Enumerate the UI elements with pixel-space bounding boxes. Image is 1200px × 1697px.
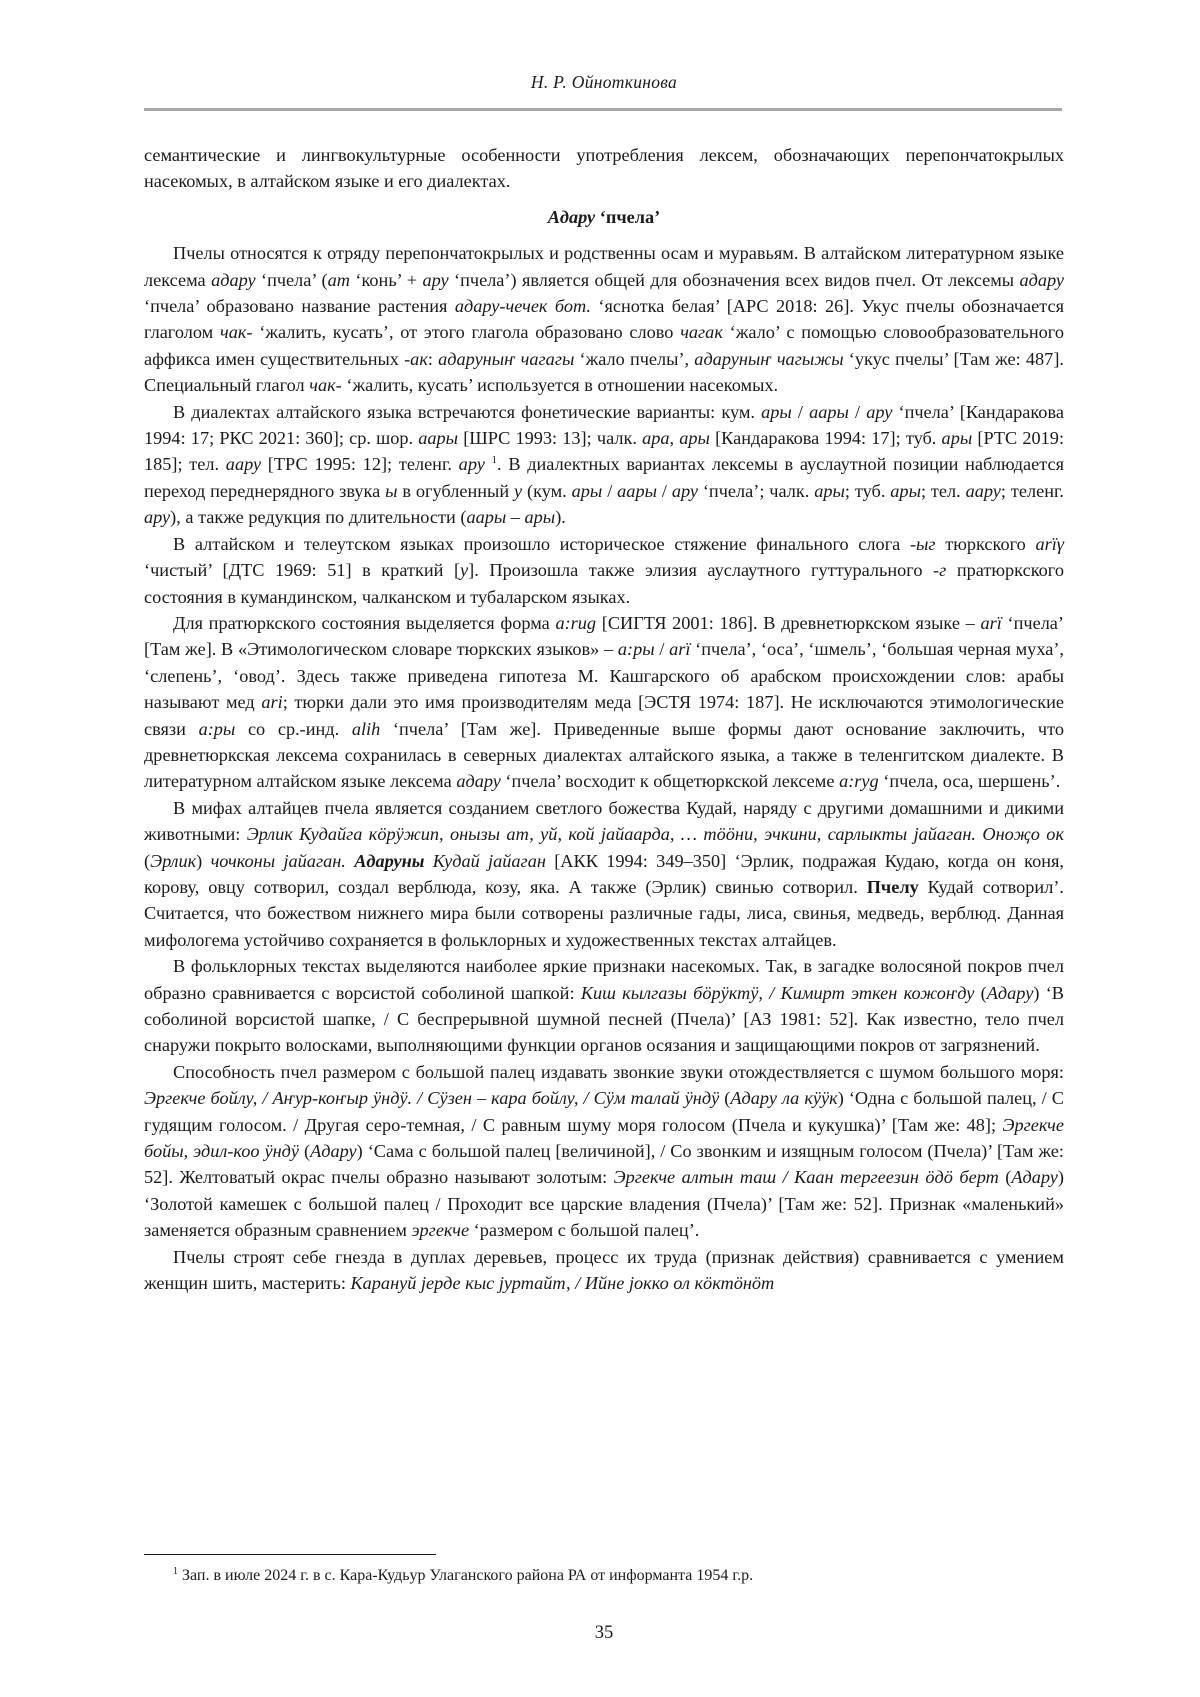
- text-run: [РТС 2019: 185]; тел.: [144, 428, 1065, 475]
- italic-term: адару: [456, 771, 501, 792]
- italic-term: ару: [671, 480, 698, 501]
- text-run: (кум.: [522, 480, 572, 501]
- text-run: ; тел.: [920, 480, 966, 501]
- italic-term: адару: [211, 269, 256, 290]
- text-run: ‘пчела’ [Там же]. Приведенные выше формы дают основание заключить, что древнетюркская лексема сохранилась в северных диалектах алтайского языка, а также в теленгитском диалекте. В литературном алтайском языке лексема: [144, 718, 1064, 792]
- text-run: ‘пчела’ [Там же]. В «Этимологическом словаре тюркских языков» –: [144, 612, 1065, 660]
- italic-term: адаруныҥ чагыжы: [694, 348, 844, 369]
- italic-term: arï: [980, 612, 1002, 633]
- text-run: ; теленг.: [1000, 480, 1064, 501]
- italic-term: аару: [965, 480, 1001, 501]
- italic-term: эргекче: [411, 1220, 470, 1241]
- italic-term: -ак: [404, 348, 428, 369]
- italic-term: чак-: [309, 375, 342, 396]
- body-paragraph: [144, 531, 1064, 610]
- text-run: Пчелы относятся к отряду перепончатокрылых и родственны осам и муравьям. В алтайском литературном языке лексема: [144, 243, 1064, 290]
- body-paragraph: [144, 1244, 1064, 1297]
- text-run: ,: [669, 428, 680, 449]
- italic-term: ары: [761, 401, 792, 422]
- italic-term: ат: [327, 269, 350, 290]
- italic-term: ы: [385, 480, 398, 501]
- text-run: ) ‘Одна с большой палец, / С гудящим голосом. / Другая серо-темная, / С равным шуму моря голосом (Пчела и кукушка)’ [Там же: 48];: [144, 1088, 1064, 1135]
- italic-term: ары: [941, 428, 973, 449]
- italic-term: ari: [261, 692, 283, 713]
- text-run: ‘пчела’ [Кандаракова 1994: 17; РКС 2021: 360]; ср. шор.: [144, 401, 1064, 449]
- italic-term: ары: [679, 428, 710, 449]
- italic-term: a:ryg: [839, 771, 879, 792]
- text-run: В фольклорных текстах выделяются наиболее яркие признаки насекомых. Так, в загадке волосяной покров пчел образно сравнивается с ворсистой соболиной шапкой:: [144, 956, 1064, 1003]
- text-run: (: [144, 850, 151, 871]
- text-run: ‘пчела’; чалк.: [697, 480, 815, 501]
- text-run: /: [602, 480, 618, 501]
- text-run: Способность пчел размером с большой палец издавать звонкие звуки отождествляется с шумом большого моря:: [173, 1061, 1064, 1082]
- text-run: ; тюрки дали это имя производителям меда [ЭСТЯ 1974: 187]. Не исключаются этимологические связи: [144, 692, 1064, 739]
- text-run: [АКК 1994: 349–350] ‘Эрлик, подражая Кудаю, когда он коня, корову, овцу сотворил, создал верблюда, козу, яка. А также (Эрлик) свинью сотворил.: [144, 850, 1064, 897]
- body-paragraph: [144, 399, 1064, 531]
- text-run: ): [196, 850, 211, 871]
- italic-term: чагак: [680, 322, 723, 343]
- footnote: [173, 1565, 1063, 1587]
- italic-term: Эргекче бойлу, / Аҥур-коҥыр ӱндӱ. / Сӱзен – кара бойлу, / Сӱм талай ӱндӱ: [144, 1088, 720, 1109]
- italic-term: arï: [669, 639, 691, 660]
- italic-term: ары: [890, 480, 921, 501]
- italic-term: Адару ла кӱӱк: [730, 1088, 838, 1109]
- footnote-marker: 1: [173, 1566, 178, 1577]
- text-run: ‘пчела’) является общей для обозначения всех видов пчел. От лексемы: [448, 269, 1020, 290]
- text-run: ‘укус пчелы’ [Там же: 487]. Специальный глагол: [144, 348, 1064, 396]
- text-run: в огубленный: [397, 480, 514, 501]
- text-run: ‘пчела’ образовано название растения: [144, 296, 455, 317]
- text-run: Для пратюркского состояния выделяется форма: [173, 612, 556, 633]
- text-run: ‘пчела’ восходит к общетюркской лексеме: [500, 771, 840, 792]
- italic-term: Эргекче бойы, эдил-коо ӱндӱ: [144, 1114, 1064, 1162]
- text-run: тюркского: [935, 533, 1036, 554]
- text-run: ), а также редукция по длительности (: [170, 507, 467, 528]
- italic-term: Эрлик: [150, 850, 197, 871]
- text-run: (: [998, 1167, 1012, 1188]
- text-run: ‘чистый’ [ДТС 1969: 51] в краткий [: [144, 560, 461, 581]
- italic-term: аару: [225, 454, 262, 475]
- text-run: ) ‘Золотой камешек с большой палец / Проходит все царские владения (Пчела)’ [Там же: 52]. Признак «маленький» заменяется образным сравнением: [144, 1167, 1064, 1241]
- text-run: ‘жалить, кусать’, от этого глагола образовано слово: [252, 322, 681, 343]
- italic-term: Адару: [986, 982, 1034, 1003]
- italic-term: адару: [1019, 269, 1064, 290]
- text-run: ‘конь’ +: [349, 269, 423, 290]
- italic-term: arïγ: [1035, 533, 1065, 554]
- footnote-rule: [144, 1554, 436, 1555]
- page-number: 35: [594, 1623, 614, 1643]
- italic-term: адару-чечек бот.: [454, 296, 591, 317]
- italic-term: ару: [458, 454, 485, 475]
- header-rule: [144, 108, 1062, 111]
- text-run: (: [974, 982, 987, 1003]
- italic-term: Адару: [310, 1141, 357, 1162]
- text-run: [ШРС 1993: 13]; чалк.: [458, 428, 643, 449]
- section-heading-gloss: ‘пчела’: [599, 206, 661, 227]
- italic-term: а:ры: [617, 639, 655, 660]
- italic-term: a:rug: [555, 612, 597, 633]
- body-paragraph: [144, 1059, 1064, 1244]
- italic-term: у: [460, 560, 469, 581]
- body-paragraph: [144, 953, 1064, 1059]
- text-run: ) ‘Сама с большой палец [величиной], / Со звонким и изящным голосом (Пчела)’ [Там же: 52]. Желтоватый окрас пчелы образно называют золотым:: [144, 1141, 1064, 1188]
- italic-term: alih: [351, 718, 381, 739]
- text-run: [485, 454, 492, 474]
- text-run: ‘жалить, кусать’ используется в отношении насекомых.: [341, 375, 779, 396]
- italic-term: а:ры: [198, 718, 236, 739]
- text-run: [424, 851, 432, 871]
- text-run: ‘пчела, оса, шершень’.: [878, 771, 1061, 792]
- italic-term: ару: [422, 269, 449, 290]
- text-run: ‘пчела’, ‘оса’, ‘шмель’, ‘большая черная муха’, ‘слепень’, ‘овод’. Здесь также приведена гипотеза М. Кашгарского об арабском происхождении слов: арабы называют мед: [144, 639, 1064, 713]
- text-run: ‘жало’ с помощью словообразовательного аффикса имен существительных: [144, 322, 1064, 369]
- italic-term: ару: [144, 507, 171, 528]
- italic-term: Кудай јайаган: [432, 850, 546, 871]
- body-paragraph: [144, 240, 1064, 398]
- text-run: [Кандаракова 1994: 17]; туб.: [709, 428, 942, 449]
- text-run: В диалектах алтайского языка встречаются фонетические варианты: кум.: [173, 401, 762, 422]
- text-run: :: [427, 348, 439, 369]
- italic-term: аары: [809, 401, 849, 422]
- section-heading: [144, 204, 1064, 230]
- text-run: ).: [555, 507, 566, 528]
- section-heading-term: Адару: [547, 206, 596, 227]
- text-run: . В диалектных вариантах лексемы в ауслаутной позиции наблюдается переход переднерядного звука: [144, 454, 1064, 501]
- running-head-author: Н. Р. Ойноткинова: [530, 72, 678, 92]
- text-run: [СИГТЯ 2001: 186]. В древнетюркском языке –: [596, 612, 981, 633]
- text-run: (: [719, 1088, 731, 1109]
- text-run: /: [654, 639, 670, 660]
- italic-term: -г: [933, 560, 947, 581]
- text-run: ; туб.: [844, 480, 891, 501]
- text-run: Кудай сотворил’. Считается, что божеством нижнего мира были сотворены различные гады, лиса, свинья, медведь, верблюд. Данная мифологема устойчиво сохраняется в фольклорных и художественных текстах алтайцев.: [144, 876, 1064, 950]
- text-run: /: [791, 401, 810, 422]
- italic-term: аары: [418, 428, 459, 449]
- text-run: ‘яснотка белая’ [АРС 2018: 26]. Укус пчелы обозначается глаголом: [144, 296, 1065, 343]
- text-run: пратюркского состояния в кумандинском, чалканском и тубаларском языках.: [144, 560, 1064, 607]
- italic-term: чочконы јайаган.: [210, 850, 346, 871]
- bold-italic-term: Адаруны: [354, 850, 425, 871]
- text-run: ) ‘В соболиной ворсистой шапке, / С беспрерывной шумной песней (Пчела)’ [АЗ 1981: 52]. Как известно, тело пчел снаружи покрыто волосками, выполняющими функции органов осязания и защищающими покров от загрязнений.: [144, 982, 1064, 1056]
- text-run: [ТРС 1995: 12]; теленг.: [261, 454, 459, 475]
- italic-term: у: [514, 480, 523, 501]
- text-run: [346, 851, 354, 871]
- body-paragraph: [144, 795, 1064, 953]
- text-run: (: [299, 1141, 311, 1162]
- italic-term: адаруныҥ чагагы: [438, 348, 575, 369]
- italic-term: Карануй јерде кыс јуртайт, / Ийне јокко ол кӧктӧнӧт: [350, 1273, 775, 1294]
- body-paragraph: [144, 610, 1064, 795]
- italic-term: ару: [866, 401, 893, 422]
- text-run: ‘размером с большой палец’.: [469, 1220, 700, 1241]
- bold-term: Пчелу: [866, 876, 919, 897]
- footnote-reference: 1: [491, 454, 498, 467]
- article-body: [144, 142, 1064, 1296]
- text-run: /: [848, 401, 867, 422]
- paragraph-list: [144, 240, 1064, 1296]
- italic-term: ара: [642, 428, 670, 449]
- intro-paragraph: семантические и лингвокультурные особенности употребления лексем, обозначающих перепончатокрылых насекомых, в алтайском языке и его диалектах.: [144, 145, 1064, 192]
- italic-term: чак-: [219, 322, 253, 343]
- text-run: /: [656, 480, 672, 501]
- italic-term: Эргекче алтын таш / Каан тергеезин ӧдӧ берт: [613, 1167, 999, 1188]
- text-run: В мифах алтайцев пчела является созданием светлого божества Кудай, наряду с другими домашними и дикими животными:: [144, 797, 1064, 845]
- italic-term: Киш кылгазы бӧрӱктӱ, / Кимирт эткен кожоҥду: [580, 982, 975, 1003]
- text-run: ‘жало пчелы’,: [574, 348, 695, 369]
- italic-term: аары – ары: [466, 507, 556, 528]
- text-run: ‘пчела’ (: [255, 269, 328, 290]
- italic-term: аары: [617, 480, 657, 501]
- text-run: В алтайском и телеутском языках произошло историческое стяжение финального слога: [173, 533, 910, 554]
- italic-term: ары: [571, 480, 603, 501]
- footnote-text: Зап. в июле 2024 г. в с. Кара-Кудьур Улаганского района РА от информанта 1954 г.р.: [182, 1567, 754, 1584]
- text-run: со ср.-инд.: [235, 718, 352, 739]
- italic-term: ары: [814, 480, 845, 501]
- italic-term: Адару: [1011, 1167, 1058, 1188]
- italic-term: -ыг: [909, 533, 936, 554]
- text-run: ]. Произошла также элизия ауслаутного гуттурального: [468, 560, 934, 581]
- text-run: Пчелы строят себе гнезда в дуплах деревьев, процесс их труда (признак действия) сравнивается с умением женщин шить, мастерить:: [144, 1246, 1064, 1294]
- italic-term: Эрлик Кудайга кӧрӱжип, онызы ат, уй, кой јайаарда, … тӧӧни, эчкини, сарлыкты јайаган. Оноҗо ок: [246, 824, 1064, 845]
